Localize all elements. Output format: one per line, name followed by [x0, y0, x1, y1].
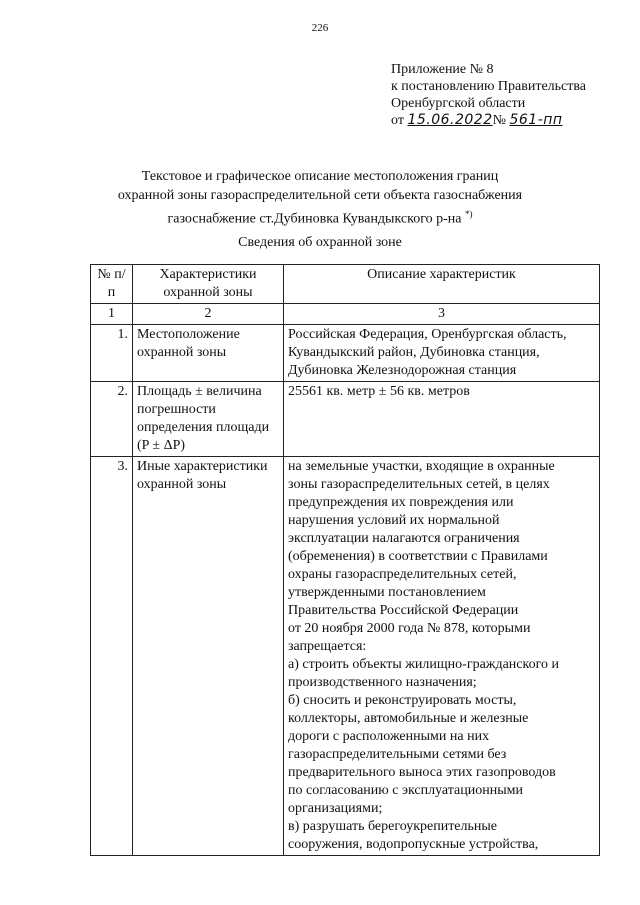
desc-line: (обременения) в соответствии с Правилами: [288, 549, 548, 564]
desc-line: на земельные участки, входящие в охранные: [288, 459, 555, 474]
desc-line: от 20 ноября 2000 года № 878, которыми: [288, 621, 531, 636]
desc-line: утвержденными постановлением: [288, 585, 486, 600]
row-number: 2.: [91, 382, 133, 457]
desc-line: газораспределительными сетями без: [288, 747, 507, 762]
header-description: Описание характеристик: [284, 265, 600, 304]
desc-line: а) строить объекты жилищно-гражданского и: [288, 657, 559, 672]
title-line-3-wrap: [0, 205, 640, 229]
desc-line: запрещается:: [288, 639, 367, 654]
desc-line: Правительства Российской Федерации: [288, 603, 519, 618]
footnote-mark: *): [464, 209, 473, 219]
desc-line: производственного назначения;: [288, 675, 477, 690]
row-description: [284, 457, 600, 856]
table-row: [91, 325, 600, 382]
row-description: Российская Федерация, Оренбургская область, Кувандыкский район, Дубиновка станция, Дубиновка Железнодорожная станция: [284, 325, 600, 382]
desc-line: по согласованию с эксплуатационными: [288, 783, 523, 798]
title-line-1: Текстовое и графическое описание местоположения границ: [141, 169, 499, 184]
appendix-block: [391, 61, 586, 129]
desc-line: предупреждения их повреждения или: [288, 495, 514, 510]
handwritten-number: 561-пп: [509, 112, 563, 128]
row-characteristic: Площадь ± величина погрешности определения площади (P ± ΔP): [133, 382, 284, 457]
desc-line: дороги с расположенными на них: [288, 729, 490, 744]
title-line-2: охранной зоны газораспределительной сети объекта газоснабжения: [117, 188, 523, 203]
table-row: [91, 457, 600, 856]
handwritten-date: 15.06.2022: [407, 112, 493, 128]
row-characteristic: Местоположение охранной зоны: [133, 325, 284, 382]
number-prefix: №: [492, 113, 506, 128]
title-line-3: газоснабжение ст.Дубиновка Кувандыкского р-на: [167, 211, 462, 227]
desc-line: предварительного выноса этих газопроводов: [288, 765, 556, 780]
desc-line: эксплуатации налагаются ограничения: [288, 531, 520, 546]
desc-line: сооружения, водопропускные устройства,: [288, 837, 539, 852]
header-characteristics: Характеристики охранной зоны: [133, 265, 284, 304]
appendix-line-2: к постановлению Правительства: [391, 79, 587, 94]
desc-line: зоны газораспределительных сетей, в целях: [288, 477, 550, 492]
appendix-line-1: Приложение № 8: [391, 62, 494, 77]
desc-line: коллекторы, автомобильные и железные: [288, 711, 529, 726]
table-header-row: [91, 265, 600, 304]
row-number: 1.: [91, 325, 133, 382]
index-cell-1: 1: [91, 304, 133, 325]
header-number: № п/п: [91, 265, 133, 304]
document-title: [0, 167, 640, 229]
page-number: 226: [311, 22, 329, 34]
section-subtitle: Сведения об охранной зоне: [238, 235, 402, 250]
desc-line: охраны газораспределительных сетей,: [288, 567, 517, 582]
index-cell-3: 3: [284, 304, 600, 325]
table-row: [91, 382, 600, 457]
desc-line: б) сносить и реконструировать мосты,: [288, 693, 517, 708]
appendix-line-3: Оренбургской области: [391, 96, 526, 111]
row-characteristic: Иные характеристики охранной зоны: [133, 457, 284, 856]
row-number: 3.: [91, 457, 133, 856]
appendix-date-line: [391, 112, 586, 129]
date-prefix: от: [391, 113, 404, 128]
table-index-row: [91, 304, 600, 325]
desc-line: организациями;: [288, 801, 383, 816]
desc-line: нарушения условий их нормальной: [288, 513, 500, 528]
index-cell-2: 2: [133, 304, 284, 325]
desc-line: в) разрушать берегоукрепительные: [288, 819, 498, 834]
row-description: 25561 кв. метр ± 56 кв. метров: [284, 382, 600, 457]
protection-zone-table: [90, 264, 600, 856]
